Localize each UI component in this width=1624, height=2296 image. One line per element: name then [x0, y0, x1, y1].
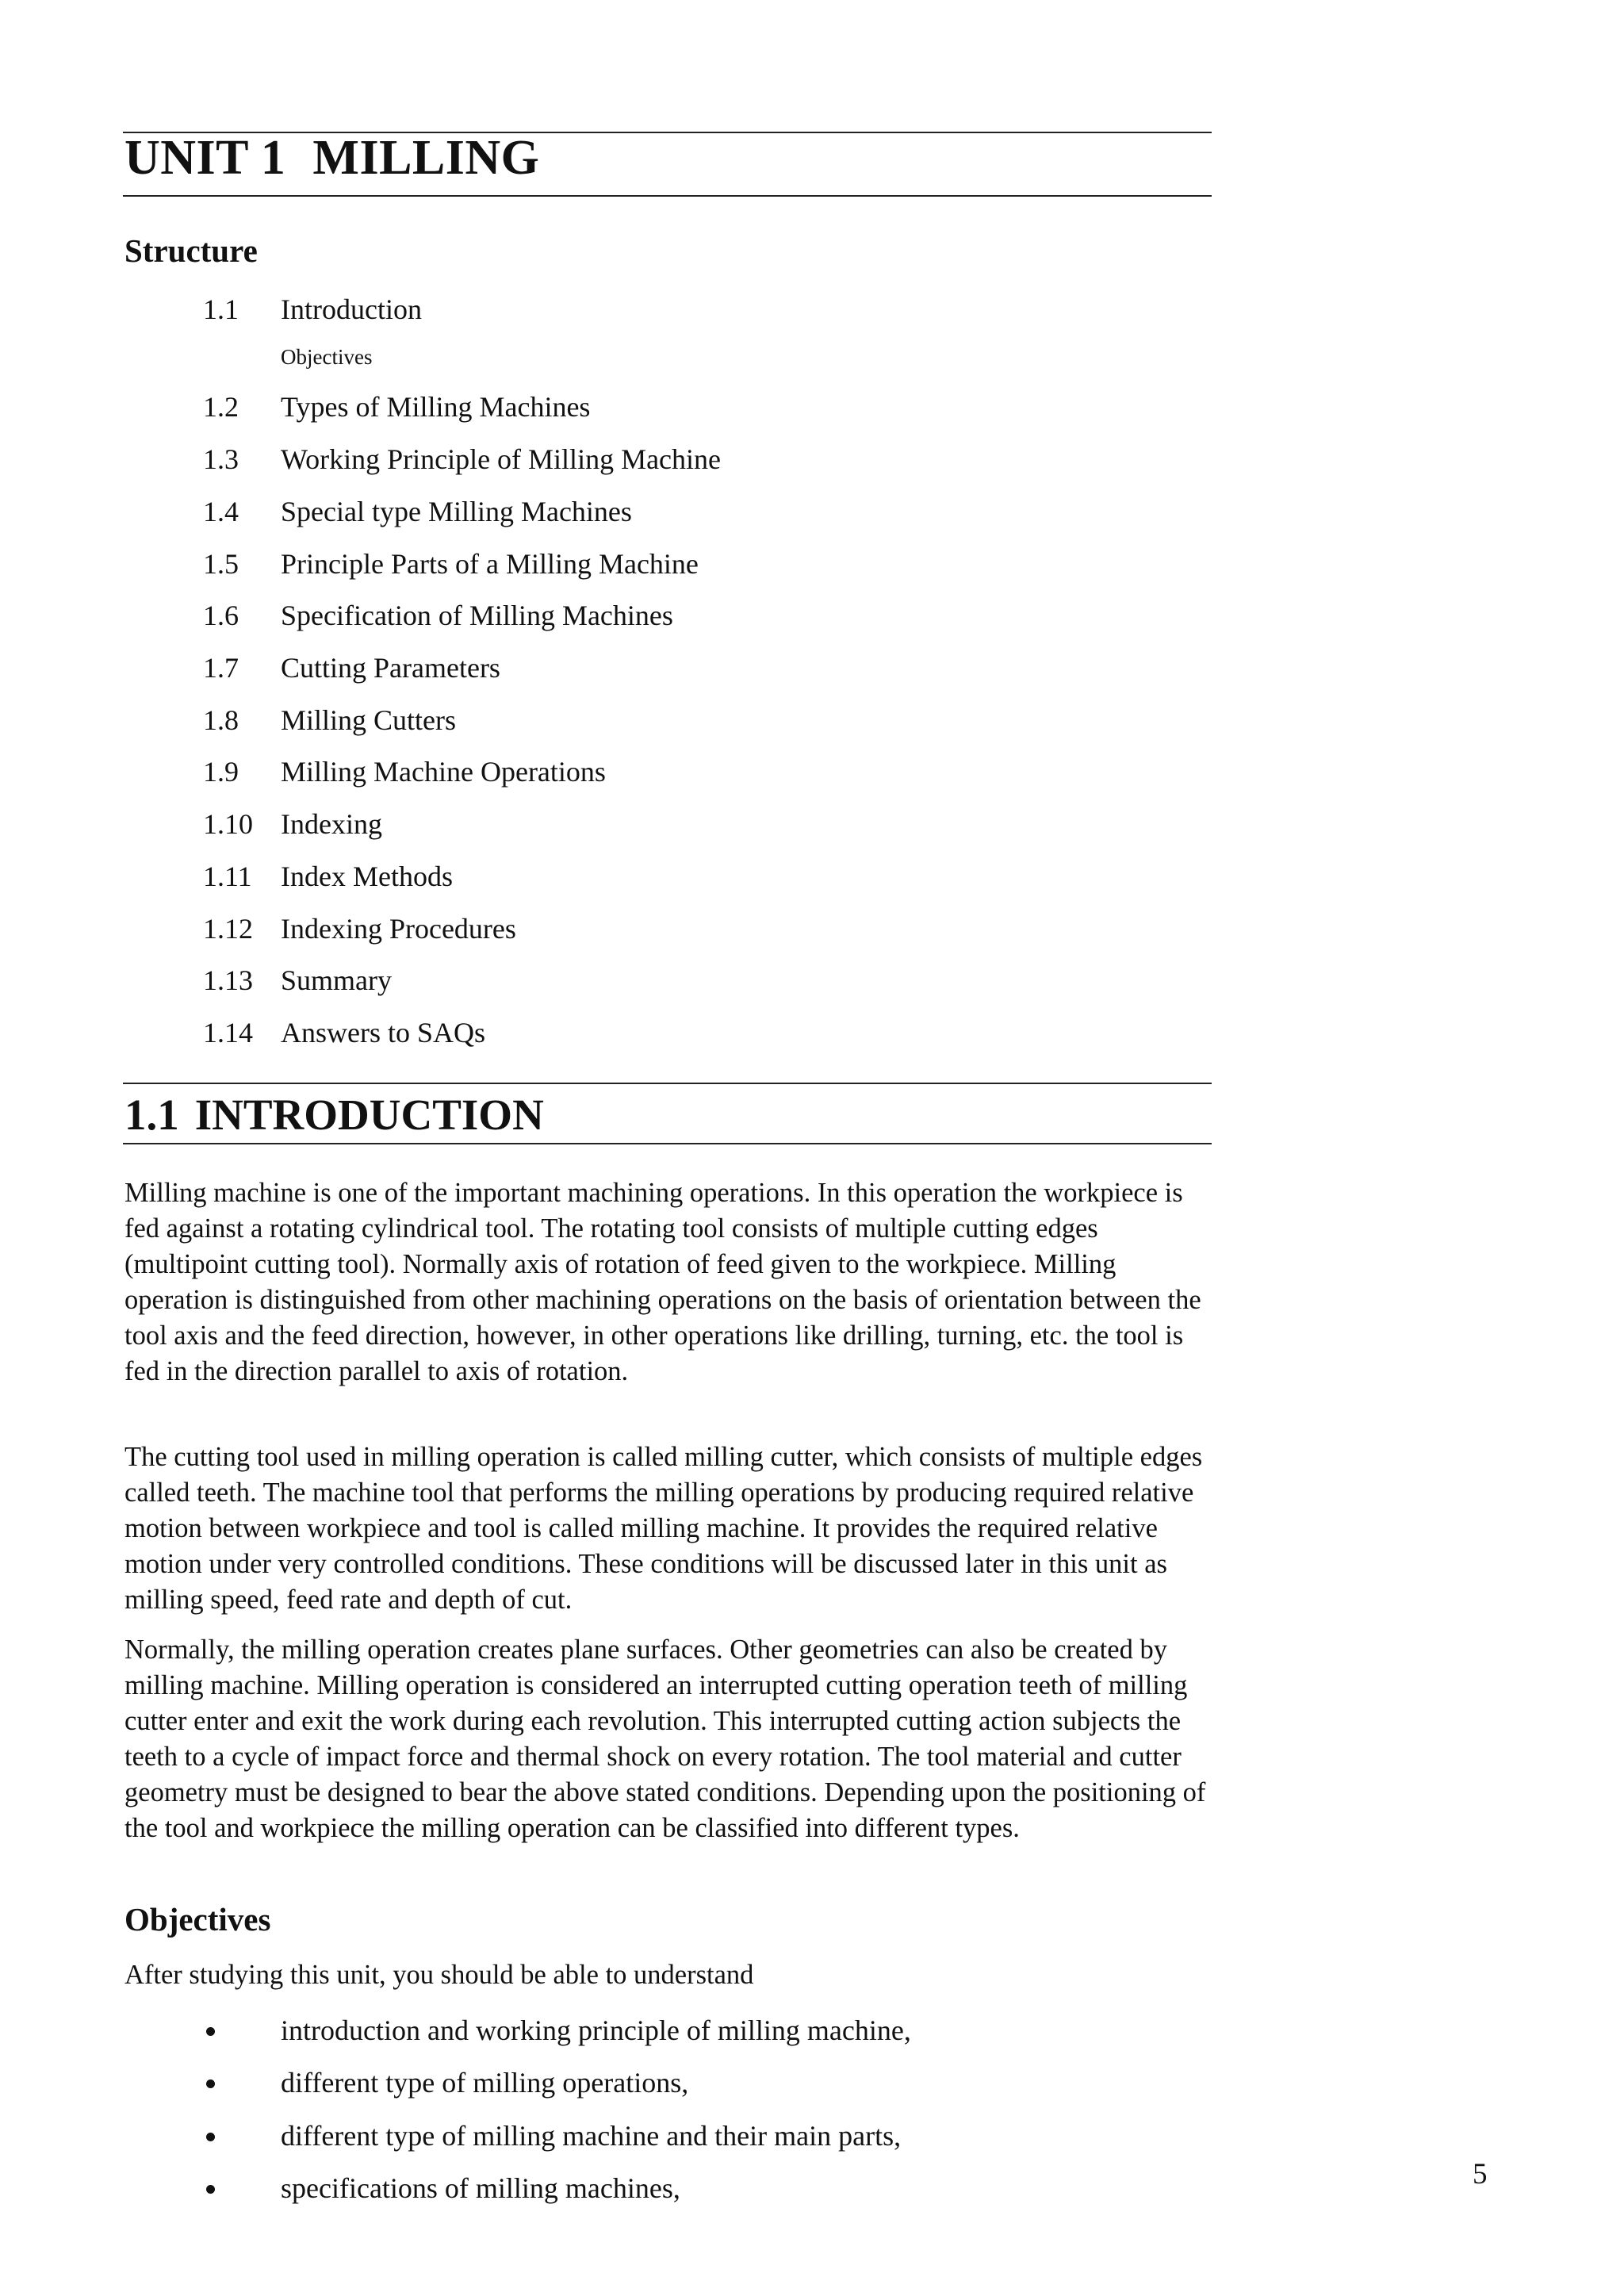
- toc-sub-label: Objectives: [281, 345, 373, 369]
- toc-number: 1.14: [203, 1017, 253, 1048]
- intro-paragraph-1: Milling machine is one of the important machining operations. In this operation the workpiece is fed against a rotating cylindrical tool. The rotating tool consists of multiple cutting edges (multipoint cutting tool). Normally axis of rotation of feed given to the workpiece. Milling operation is distinguished from other machining operations on the basis of orientation between the tool axis and the feed direction, however, in other operations like drilling, turning, etc. the tool is fed in the direction parallel to axis of rotation.: [124, 1178, 1201, 1386]
- section-number: 1.1: [124, 1091, 179, 1139]
- toc-label: Milling Cutters: [281, 704, 457, 736]
- toc-number: 1.8: [203, 704, 239, 736]
- toc-number: 1.11: [203, 861, 252, 892]
- unit-title: [124, 131, 540, 185]
- unit-name: MILLING: [312, 131, 540, 185]
- toc-label: Summary: [281, 964, 392, 996]
- unit-bottom-rule: [123, 195, 1212, 197]
- toc-label: Working Principle of Milling Machine: [281, 443, 722, 475]
- intro-paragraph-2: The cutting tool used in milling operation is called milling cutter, which consists of multiple edges called teeth. The machine tool that performs the milling operations by producing required relative motion between workpiece and tool is called milling machine. It provides the required relative motion under very controlled conditions. These conditions will be discussed later in this unit as milling speed, feed rate and depth of cut.: [124, 1442, 1203, 1615]
- toc-label: Principle Parts of a Milling Machine: [281, 548, 699, 580]
- structure-heading: Structure: [124, 232, 258, 269]
- objectives-intro: After studying this unit, you should be able to understand: [124, 1960, 754, 1990]
- objective-text: different type of milling machine and their main parts,: [281, 2120, 902, 2152]
- bullet-icon: [206, 2079, 215, 2088]
- objective-text: different type of milling operations,: [281, 2067, 689, 2099]
- toc-label: Milling Machine Operations: [281, 756, 606, 788]
- section-bottom-rule: [123, 1143, 1212, 1144]
- toc-label: Index Methods: [281, 861, 453, 892]
- toc-number: 1.4: [203, 496, 239, 527]
- toc-number: 1.2: [203, 391, 239, 423]
- objective-text: introduction and working principle of milling machine,: [281, 2014, 911, 2046]
- unit-number: UNIT 1: [124, 131, 286, 185]
- toc-number: 1.7: [203, 652, 239, 684]
- toc-label: Indexing: [281, 808, 382, 840]
- toc-label: Introduction: [281, 293, 422, 325]
- toc-label: Indexing Procedures: [281, 913, 516, 945]
- section-top-rule: [123, 1083, 1212, 1084]
- toc-label: Cutting Parameters: [281, 652, 500, 684]
- toc-label: Special type Milling Machines: [281, 496, 632, 527]
- toc-label: Specification of Milling Machines: [281, 600, 673, 631]
- toc-number: 1.13: [203, 964, 253, 996]
- objectives-heading: Objectives: [124, 1901, 271, 1938]
- bullet-icon: [206, 2185, 215, 2194]
- toc-label: Types of Milling Machines: [281, 391, 591, 423]
- toc-number: 1.1: [203, 293, 239, 325]
- page-number: 5: [1473, 2158, 1488, 2191]
- toc-label: Answers to SAQs: [281, 1017, 486, 1048]
- objective-text: specifications of milling machines,: [281, 2172, 680, 2204]
- toc-number: 1.10: [203, 808, 253, 840]
- toc-number: 1.9: [203, 756, 239, 788]
- bullet-icon: [206, 2027, 215, 2036]
- intro-paragraph-3: Normally, the milling operation creates plane surfaces. Other geometries can also be created by milling machine. Milling operation is considered an interrupted cutting operation teeth of milling cutter enter and exit the work during each revolution. This interrupted cutting action subjects the teeth to a cycle of impact force and thermal shock on every rotation. The tool material and cutter geometry must be designed to bear the above stated conditions. Depending upon the positioning of the tool and workpiece the milling operation can be classified into different types.: [124, 1635, 1206, 1843]
- toc-number: 1.12: [203, 913, 253, 945]
- toc-number: 1.6: [203, 600, 239, 631]
- toc-number: 1.5: [203, 548, 239, 580]
- bullet-icon: [206, 2133, 215, 2141]
- section-title: [124, 1093, 544, 1137]
- section-name: INTRODUCTION: [194, 1091, 544, 1139]
- toc-number: 1.3: [203, 443, 239, 475]
